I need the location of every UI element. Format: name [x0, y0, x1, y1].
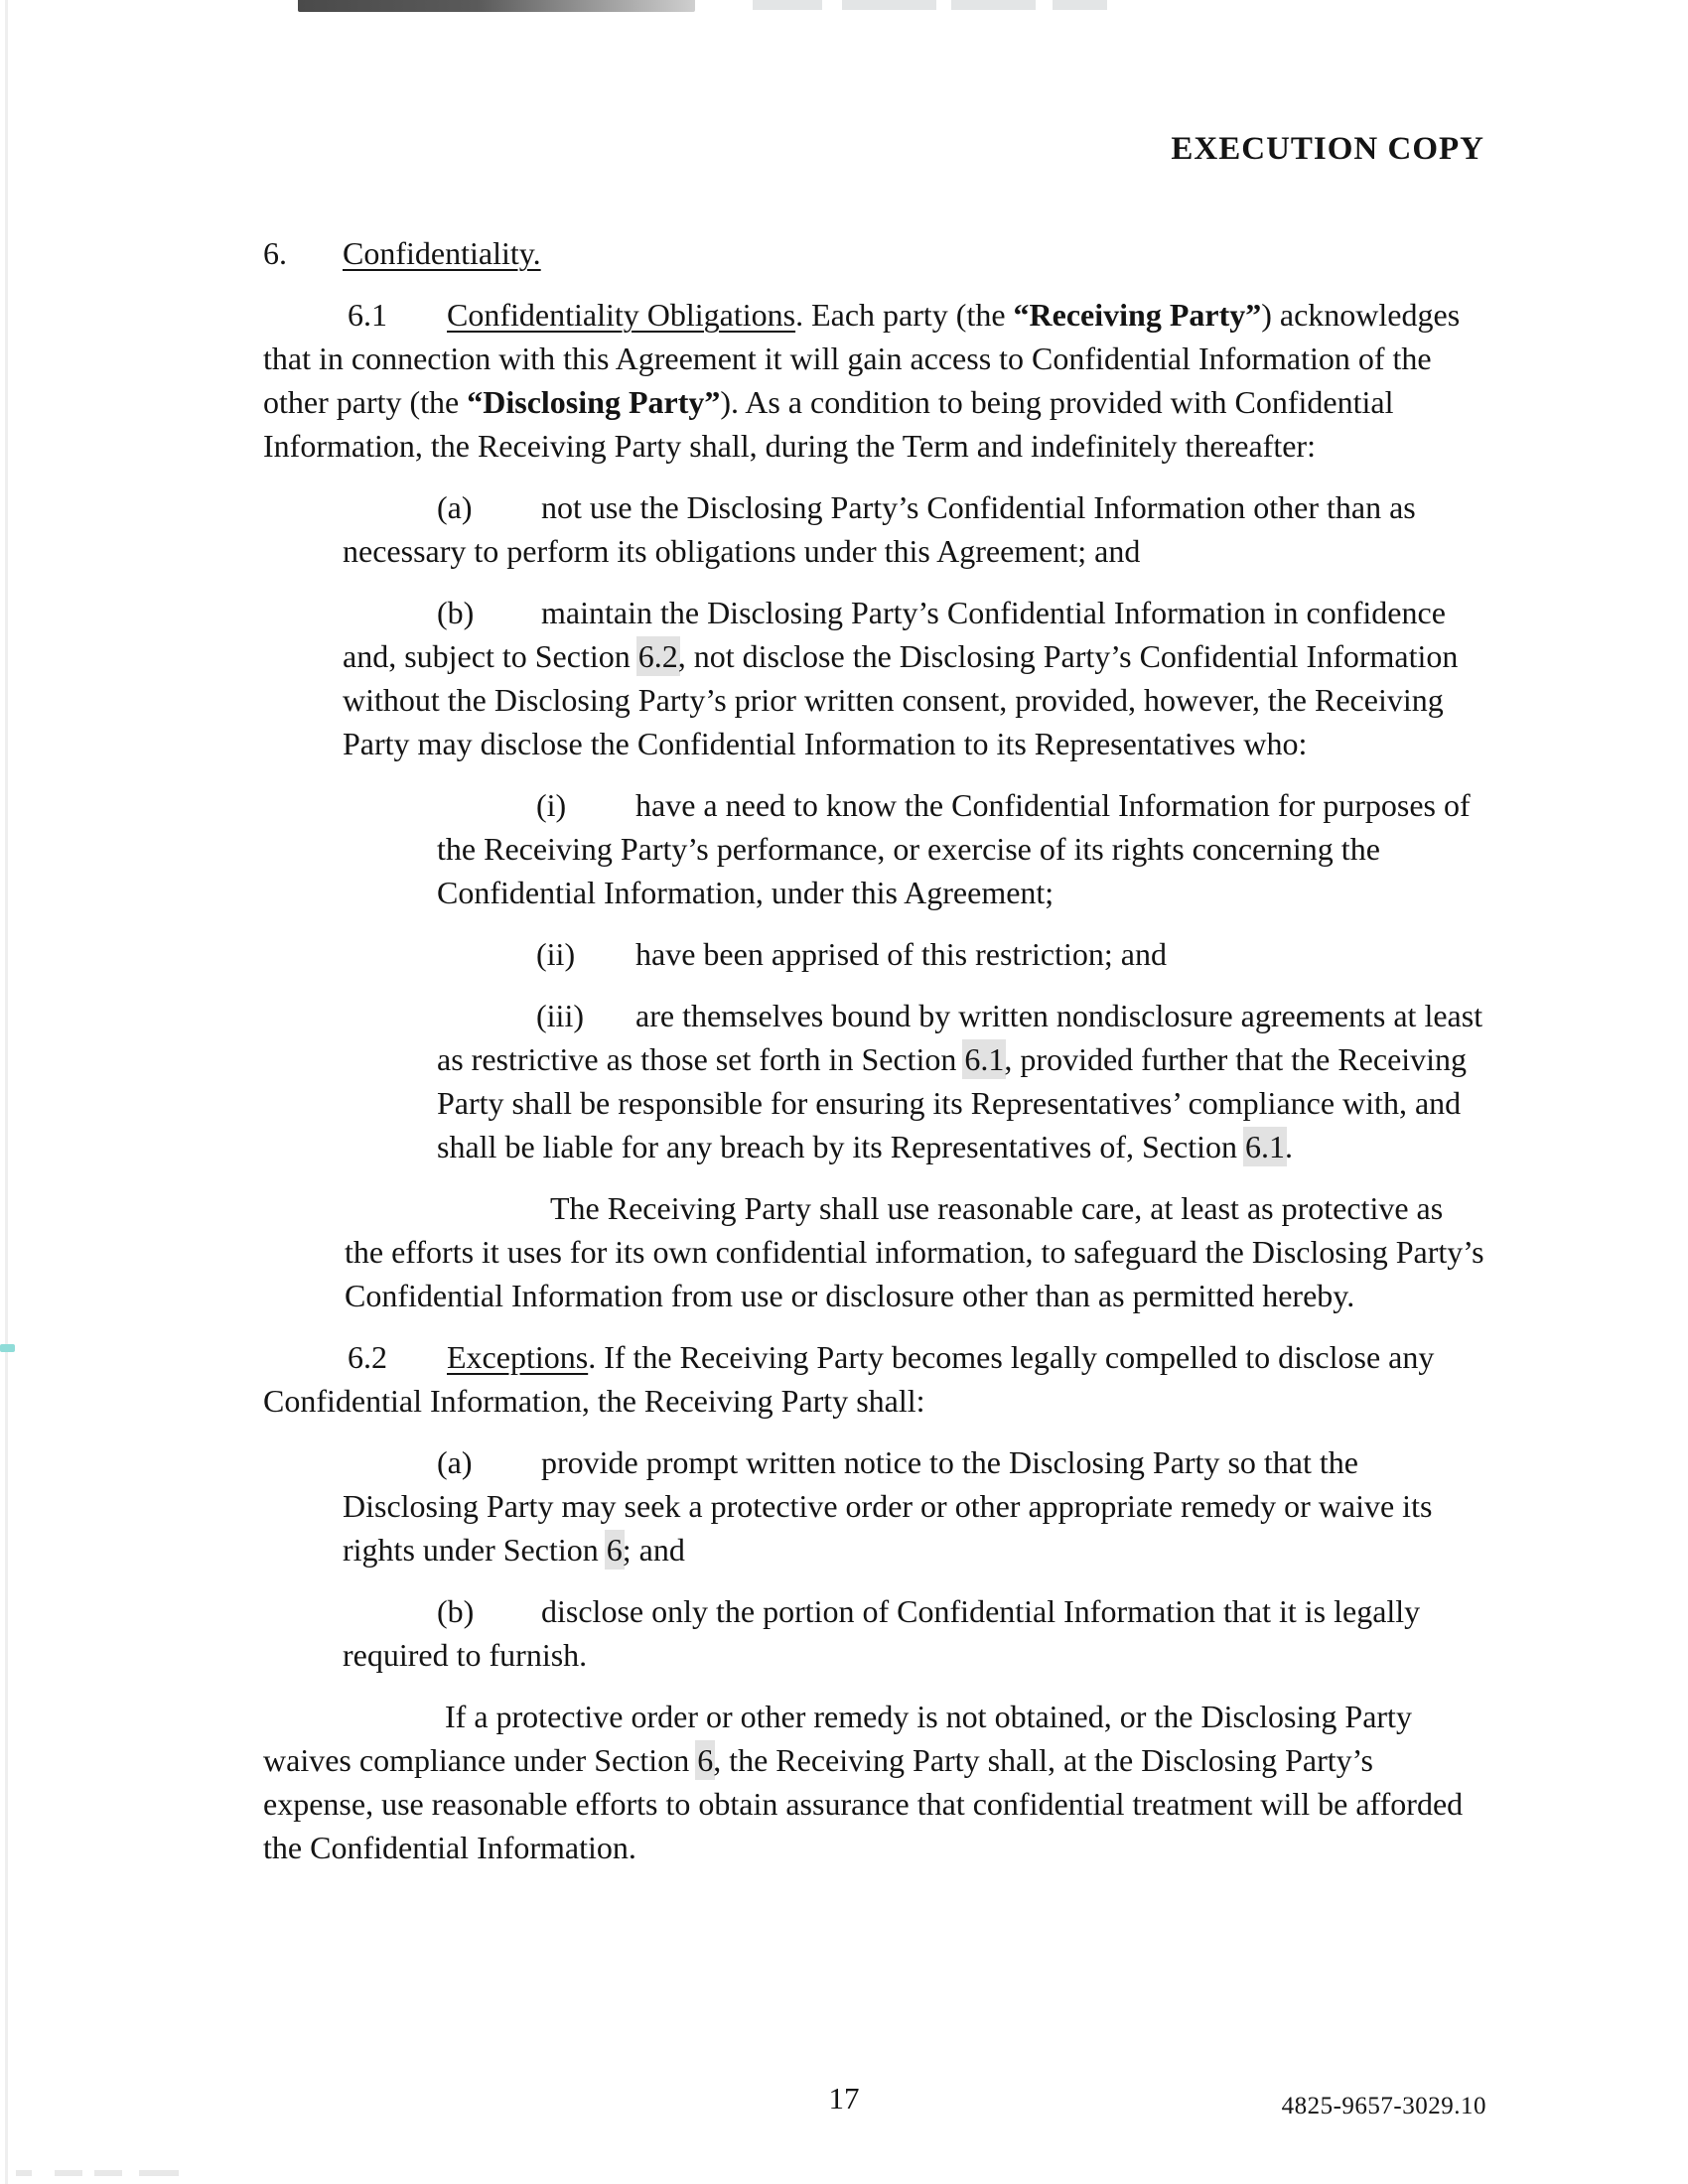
text-run: Confidentiality.: [343, 235, 541, 271]
text-run: 6.2: [637, 638, 678, 674]
scan-edge-artifact: [5, 0, 8, 2184]
paragraph: [437, 994, 1484, 1168]
paragraph-number: (a): [437, 1444, 473, 1480]
paragraph: [263, 1335, 1484, 1423]
text-run: Confidentiality Obligations: [447, 297, 796, 333]
text-run: not use the Disclosing Party’s Confidential Information other than as necessary to perform its obligations under this Agreement; and: [343, 489, 1416, 569]
text-run: , not disclose the Disclosing Party’s Confidential Information without the Disclosing Party’s prior written consent, provided, however, the Receiving Party may disclose the Confidential Information to its Representatives who:: [343, 638, 1459, 761]
text-run: 6.1: [1244, 1129, 1285, 1164]
text-run: 6.1: [964, 1041, 1005, 1077]
text-run: ; and: [622, 1532, 685, 1568]
paragraph: [343, 1440, 1484, 1571]
scan-cyan-tick-artifact: [0, 1344, 15, 1352]
paragraph-number: (iii): [536, 998, 584, 1033]
document-control-number: 4825-9657-3029.10: [1281, 2093, 1486, 2119]
paragraph: [263, 293, 1484, 468]
paragraph: [437, 932, 1484, 976]
text-run: maintain the Disclosing Party’s Confidential Information in confidence and, subject to Section: [343, 595, 1446, 674]
paragraph: [263, 231, 1484, 275]
page-number: 17: [828, 2081, 860, 2116]
text-run: ) acknowledges that in connection with this Agreement it will gain access to Confidential Information of the other party (the: [263, 297, 1461, 420]
scan-bottom-artifact: [139, 2170, 179, 2176]
text-run: provide prompt written notice to the Disclosing Party so that the Disclosing Party may seek a protective order or other appropriate remedy or waive its rights under Section: [343, 1444, 1433, 1568]
paragraph-number: (i): [536, 787, 567, 823]
text-run: The Receiving Party shall use reasonable care, at least as protective as the efforts it uses for its own confidential information, to safeguard the Disclosing Party’s Confidential Information from use or disclosure other than as permitted hereby.: [345, 1190, 1484, 1313]
scan-top-ghost-artifact: [753, 0, 822, 10]
text-run: have been apprised of this restriction; and: [635, 936, 1167, 972]
text-run: 6: [697, 1742, 714, 1778]
text-run: .: [1284, 1129, 1293, 1164]
text-run: 6: [606, 1532, 623, 1568]
text-run: “Disclosing Party”: [467, 384, 721, 420]
text-run: Exceptions: [447, 1339, 589, 1375]
text-run: have a need to know the Confidential Information for purposes of the Receiving Party’s performance, or exercise of its rights concerning the Confidential Information, under this Agreement;: [437, 787, 1471, 910]
text-run: ). As a condition to being provided with Confidential Information, the Receiving Party shall, during the Term and indefinitely thereafter:: [263, 384, 1394, 464]
paragraph-number: (b): [437, 1593, 475, 1629]
paragraph-number: 6.1: [348, 297, 387, 333]
text-run: are themselves bound by written nondisclosure agreements at least as restrictive as those set forth in Section: [437, 998, 1483, 1077]
paragraph: [343, 1589, 1484, 1677]
scan-bottom-artifact: [94, 2170, 122, 2176]
paragraph: [343, 485, 1484, 573]
text-run: disclose only the portion of Confidential Information that it is legally required to furnish.: [343, 1593, 1421, 1673]
text-run: . Each party (the: [795, 297, 1014, 333]
text-run: , the Receiving Party shall, at the Disclosing Party’s expense, use reasonable efforts to obtain assurance that confidential treatment will be afforded the Confidential Information.: [263, 1742, 1464, 1865]
scan-top-ghost-artifact: [1053, 0, 1107, 10]
text-run: , provided further that the Receiving Party shall be responsible for ensuring its Representatives’ compliance with, and shall be liable for any breach by its Representatives of, Section: [437, 1041, 1468, 1164]
paragraph-number: (b): [437, 595, 475, 630]
paragraph-number: 6.: [263, 235, 287, 271]
scan-top-artifact: [298, 0, 695, 12]
scan-top-ghost-artifact: [951, 0, 1036, 10]
paragraph: [263, 1695, 1484, 1869]
paragraph-number: 6.2: [348, 1339, 387, 1375]
paragraph-number: (a): [437, 489, 473, 525]
text-run: . If the Receiving Party becomes legally compelled to disclose any Confidential Information, the Receiving Party shall:: [263, 1339, 1435, 1419]
execution-copy-stamp: EXECUTION COPY: [1171, 131, 1484, 167]
paragraph: [345, 1186, 1484, 1317]
scan-top-ghost-artifact: [842, 0, 936, 10]
paragraph: [437, 783, 1484, 914]
paragraph-number: (ii): [536, 936, 576, 972]
document-body: [263, 231, 1484, 1869]
scan-bottom-artifact: [16, 2170, 32, 2176]
text-run: If a protective order or other remedy is not obtained, or the Disclosing Party waives compliance under Section: [263, 1699, 1412, 1778]
paragraph: [343, 591, 1484, 765]
text-run: “Receiving Party”: [1013, 297, 1262, 333]
scan-bottom-artifact: [55, 2170, 82, 2176]
